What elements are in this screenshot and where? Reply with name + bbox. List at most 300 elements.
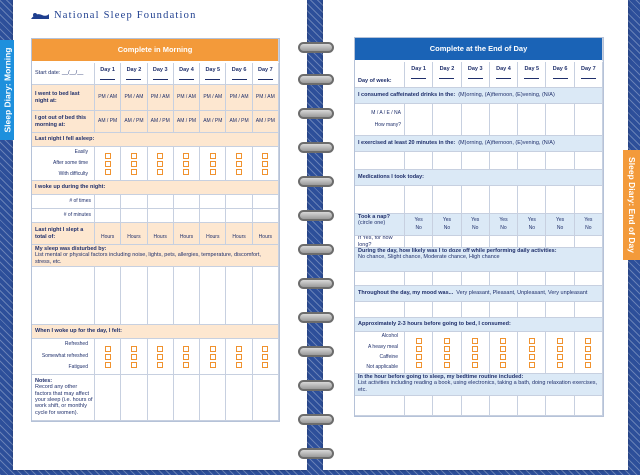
day-cell[interactable] — [405, 332, 433, 374]
day-cell[interactable] — [253, 195, 279, 209]
day-cell[interactable] — [575, 302, 603, 318]
day-cell[interactable] — [462, 396, 490, 416]
day-cell[interactable] — [462, 236, 490, 248]
day-cell[interactable] — [148, 63, 174, 85]
day-cell[interactable] — [462, 332, 490, 374]
day-cell[interactable] — [546, 396, 574, 416]
day-cell[interactable] — [95, 85, 121, 111]
checkbox[interactable] — [105, 346, 111, 352]
checkbox[interactable] — [183, 169, 189, 175]
checkbox[interactable] — [210, 161, 216, 167]
yes-option[interactable]: Yes — [414, 216, 423, 223]
checkbox[interactable] — [131, 161, 137, 167]
day-cell[interactable] — [226, 195, 252, 209]
checkbox[interactable] — [157, 153, 163, 159]
yes-option[interactable]: Yes — [555, 216, 565, 223]
felt-options — [32, 339, 95, 375]
day-cell[interactable] — [253, 209, 279, 223]
no-option[interactable]: No — [415, 224, 422, 231]
day-cell[interactable] — [433, 104, 461, 136]
checkbox[interactable] — [416, 362, 422, 368]
checkbox[interactable] — [131, 169, 137, 175]
day-cell[interactable] — [200, 147, 226, 181]
day-cell[interactable] — [174, 267, 200, 325]
checkbox[interactable] — [416, 354, 422, 360]
checkbox[interactable] — [529, 346, 535, 352]
option-label: After some time — [52, 159, 88, 166]
maen-label: M / A / E / NA — [371, 109, 401, 116]
day-blank[interactable] — [411, 78, 426, 79]
how-long-label: If Yes, for how long? — [355, 236, 405, 248]
day-cell[interactable] — [253, 63, 279, 85]
no-option[interactable]: No — [556, 224, 564, 231]
day-cell[interactable] — [575, 236, 603, 248]
day-cell[interactable] — [546, 214, 574, 236]
checkbox[interactable] — [210, 354, 216, 360]
day-label: Day 4 — [179, 67, 194, 73]
day-cell[interactable] — [226, 267, 252, 325]
yes-option[interactable]: Yes — [499, 216, 508, 223]
day-cell[interactable] — [462, 302, 490, 318]
checkbox[interactable] — [183, 153, 189, 159]
checkbox[interactable] — [210, 169, 216, 175]
day-cell[interactable] — [575, 186, 603, 214]
checkbox-group — [472, 338, 478, 368]
day-cell[interactable] — [518, 186, 546, 214]
checkbox[interactable] — [500, 346, 506, 352]
day-cell[interactable] — [253, 111, 279, 133]
day-cell[interactable] — [433, 214, 461, 236]
checkbox[interactable] — [557, 346, 563, 352]
evening-grid — [354, 37, 604, 417]
day-cell[interactable] — [490, 62, 518, 88]
day-cell[interactable] — [148, 195, 174, 209]
day-cell[interactable] — [490, 104, 518, 136]
day-cell[interactable] — [95, 63, 121, 85]
day-blank[interactable] — [100, 79, 115, 80]
checkbox[interactable] — [157, 362, 163, 368]
times-label: # of times — [32, 195, 95, 209]
am-pm-option[interactable]: AM / PM — [203, 117, 223, 124]
day-cell[interactable] — [518, 62, 546, 88]
day-cell[interactable] — [462, 104, 490, 136]
hours-label: Hours — [179, 234, 194, 241]
day-blank[interactable] — [126, 79, 141, 80]
day-cell[interactable] — [546, 332, 574, 374]
day-cell[interactable] — [575, 104, 603, 136]
checkbox[interactable] — [444, 346, 450, 352]
checkbox[interactable] — [183, 161, 189, 167]
checkbox[interactable] — [236, 354, 242, 360]
checkbox[interactable] — [472, 354, 478, 360]
day-cell[interactable] — [148, 111, 174, 133]
pm-am-option[interactable]: PM / AM — [150, 93, 170, 100]
option-label: Refreshed — [64, 340, 88, 347]
day-cell[interactable] — [405, 236, 433, 248]
checkbox[interactable] — [131, 362, 137, 368]
day-cell[interactable] — [148, 85, 174, 111]
checkbox[interactable] — [183, 354, 189, 360]
checkbox[interactable] — [157, 169, 163, 175]
checkbox[interactable] — [183, 346, 189, 352]
checkbox[interactable] — [585, 338, 591, 344]
checkbox[interactable] — [557, 362, 563, 368]
day-cell[interactable] — [174, 339, 200, 375]
no-option[interactable]: No — [585, 224, 592, 231]
checkbox[interactable] — [444, 354, 450, 360]
checkbox[interactable] — [236, 362, 242, 368]
checkbox[interactable] — [262, 169, 268, 175]
day-cell[interactable] — [95, 209, 121, 223]
checkbox[interactable] — [416, 346, 422, 352]
routine-spacer — [355, 396, 405, 416]
no-option[interactable]: No — [500, 224, 507, 231]
day-cell[interactable] — [405, 104, 433, 136]
checkbox[interactable] — [131, 354, 137, 360]
day-blank[interactable] — [232, 79, 247, 80]
day-cell[interactable] — [200, 267, 226, 325]
day-blank[interactable] — [153, 79, 168, 80]
am-pm-option[interactable]: AM / PM — [98, 117, 118, 124]
checkbox[interactable] — [585, 362, 591, 368]
pm-am-option[interactable]: PM / AM — [98, 93, 118, 100]
yes-option[interactable]: Yes — [527, 216, 536, 223]
checkbox[interactable] — [157, 354, 163, 360]
day-cell[interactable] — [226, 223, 252, 245]
nap-label: Took a nap? — [358, 214, 390, 220]
checkbox[interactable] — [262, 153, 268, 159]
day-cell[interactable] — [490, 152, 518, 170]
checkbox-group — [157, 346, 163, 368]
day-cell[interactable] — [546, 272, 574, 286]
day-cell[interactable] — [546, 186, 574, 214]
pm-am-option[interactable]: PM / AM — [124, 93, 144, 100]
day-cell[interactable] — [174, 375, 200, 421]
checkbox[interactable] — [500, 338, 506, 344]
checkbox[interactable] — [210, 362, 216, 368]
day-blank[interactable] — [553, 78, 568, 79]
day-cell[interactable] — [148, 223, 174, 245]
checkbox-group — [210, 346, 216, 368]
day-cell[interactable] — [253, 147, 279, 181]
day-cell[interactable] — [95, 375, 121, 421]
day-cell[interactable] — [121, 223, 147, 245]
checkbox[interactable] — [183, 362, 189, 368]
day-label: Day 3 — [152, 67, 168, 73]
checkbox[interactable] — [416, 338, 422, 344]
day-cell[interactable] — [174, 195, 200, 209]
pm-am-option[interactable]: PM / AM — [229, 93, 249, 100]
mood-header — [355, 286, 603, 302]
day-cell[interactable] — [226, 85, 252, 111]
checkbox-group — [416, 338, 422, 368]
day-cell[interactable] — [575, 214, 603, 236]
day-cell[interactable] — [462, 272, 490, 286]
day-cell[interactable] — [433, 236, 461, 248]
day-cell[interactable] — [405, 396, 433, 416]
day-cell[interactable] — [518, 396, 546, 416]
day-cell[interactable] — [174, 223, 200, 245]
day-cell[interactable] — [462, 62, 490, 88]
day-cell[interactable] — [405, 186, 433, 214]
binding-ring — [298, 108, 334, 119]
day-cell[interactable] — [95, 195, 121, 209]
checkbox[interactable] — [210, 346, 216, 352]
checkbox[interactable] — [262, 346, 268, 352]
checkbox[interactable] — [236, 169, 242, 175]
day-cell[interactable] — [121, 147, 147, 181]
day-cell[interactable] — [226, 147, 252, 181]
day-label: Day 6 — [231, 67, 247, 73]
checkbox[interactable] — [557, 354, 563, 360]
day-cell[interactable] — [200, 195, 226, 209]
day-cell[interactable] — [121, 209, 147, 223]
day-cell[interactable] — [148, 209, 174, 223]
day-cell[interactable] — [405, 152, 433, 170]
day-cell[interactable] — [121, 375, 147, 421]
day-cell[interactable] — [174, 63, 200, 85]
day-cell[interactable] — [174, 209, 200, 223]
day-blank[interactable] — [205, 79, 220, 80]
day-cell[interactable] — [546, 152, 574, 170]
no-option[interactable]: No — [528, 224, 535, 231]
day-cell[interactable] — [518, 302, 546, 318]
brand-name: National Sleep Foundation — [54, 10, 197, 21]
checkbox[interactable] — [262, 354, 268, 360]
day-cell[interactable] — [253, 267, 279, 325]
day-cell[interactable] — [575, 62, 603, 88]
day-cell[interactable] — [405, 214, 433, 236]
end-of-day-tab[interactable]: Sleep Diary: End of Day — [623, 150, 640, 260]
binding-ring — [298, 380, 334, 391]
day-cell[interactable] — [518, 104, 546, 136]
am-pm-option[interactable]: AM / PM — [124, 117, 144, 124]
checkbox[interactable] — [157, 161, 163, 167]
day-cell[interactable] — [174, 111, 200, 133]
day-cell[interactable] — [405, 272, 433, 286]
day-cell[interactable] — [518, 236, 546, 248]
am-pm-option[interactable]: AM / PM — [176, 117, 197, 124]
option-label: A heavy meal — [367, 343, 398, 350]
yes-option[interactable]: Yes — [471, 216, 480, 223]
day-cell[interactable] — [405, 302, 433, 318]
day-cell[interactable] — [575, 332, 603, 374]
day-cell[interactable] — [121, 111, 147, 133]
binding-ring — [298, 42, 334, 53]
mood-spacer — [355, 302, 405, 318]
checkbox[interactable] — [131, 153, 137, 159]
day-blank[interactable] — [496, 78, 511, 79]
day-cell[interactable] — [490, 272, 518, 286]
day-cell[interactable] — [575, 152, 603, 170]
doze-spacer — [355, 272, 405, 286]
caffeine-options: (M)orning, (A)fternoon, (E)vening, (N/A) — [458, 92, 555, 99]
pm-am-option[interactable]: PM / AM — [255, 93, 275, 100]
day-cell[interactable] — [226, 209, 252, 223]
checkbox-group — [529, 338, 535, 368]
day-cell[interactable] — [200, 111, 226, 133]
checkbox[interactable] — [529, 338, 535, 344]
day-cell[interactable] — [433, 302, 461, 318]
day-cell[interactable] — [433, 332, 461, 374]
routine-header — [355, 374, 603, 396]
day-cell[interactable] — [433, 152, 461, 170]
day-cell[interactable] — [490, 214, 518, 236]
day-cell[interactable] — [253, 223, 279, 245]
day-cell[interactable] — [253, 375, 279, 421]
day-cell[interactable] — [95, 267, 121, 325]
day-cell[interactable] — [95, 339, 121, 375]
day-cell[interactable] — [200, 209, 226, 223]
checkbox[interactable] — [500, 354, 506, 360]
binding-ring — [298, 244, 334, 255]
day-blank[interactable] — [468, 78, 483, 79]
day-cell[interactable] — [546, 302, 574, 318]
checkbox[interactable] — [131, 346, 137, 352]
day-cell[interactable] — [546, 236, 574, 248]
checkbox[interactable] — [529, 354, 535, 360]
checkbox-group — [105, 346, 111, 368]
checkbox[interactable] — [444, 338, 450, 344]
day-cell[interactable] — [405, 62, 433, 88]
day-cell[interactable] — [462, 152, 490, 170]
checkbox[interactable] — [472, 362, 478, 368]
day-cell[interactable] — [433, 186, 461, 214]
am-pm-option[interactable]: AM / PM — [150, 117, 170, 124]
day-cell[interactable] — [518, 214, 546, 236]
day-cell[interactable] — [200, 339, 226, 375]
no-option[interactable]: No — [472, 224, 479, 231]
checkbox[interactable] — [105, 161, 111, 167]
checkbox[interactable] — [236, 153, 242, 159]
checkbox[interactable] — [529, 362, 535, 368]
yes-option[interactable]: Yes — [584, 216, 593, 223]
day-cell[interactable] — [226, 111, 252, 133]
day-cell[interactable] — [121, 339, 147, 375]
day-label: Day 5 — [524, 66, 540, 72]
day-cell[interactable] — [200, 223, 226, 245]
day-cell[interactable] — [200, 63, 226, 85]
yes-option[interactable]: Yes — [442, 216, 451, 223]
mood-label: Throughout the day, my mood was... — [358, 290, 454, 297]
checkbox[interactable] — [262, 161, 268, 167]
day-cell[interactable] — [518, 272, 546, 286]
day-cell[interactable] — [121, 63, 147, 85]
day-cell[interactable] — [490, 302, 518, 318]
checkbox[interactable] — [262, 362, 268, 368]
checkbox[interactable] — [157, 346, 163, 352]
nap-cell — [355, 214, 405, 236]
checkbox[interactable] — [105, 169, 111, 175]
day-cell[interactable] — [200, 85, 226, 111]
consumed-options — [355, 332, 405, 374]
checkbox[interactable] — [210, 153, 216, 159]
checkbox[interactable] — [105, 354, 111, 360]
day-cell[interactable] — [200, 375, 226, 421]
day-cell[interactable] — [174, 147, 200, 181]
day-cell[interactable] — [518, 152, 546, 170]
day-cell[interactable] — [433, 62, 461, 88]
checkbox[interactable] — [105, 153, 111, 159]
day-blank[interactable] — [179, 79, 194, 80]
day-cell[interactable] — [490, 332, 518, 374]
checkbox[interactable] — [444, 362, 450, 368]
felt-label: When I woke up for the day, I felt: — [32, 325, 279, 339]
day-blank[interactable] — [524, 78, 539, 79]
day-cell[interactable] — [174, 85, 200, 111]
binding-ring — [298, 448, 334, 459]
checkbox[interactable] — [557, 338, 563, 344]
day-blank[interactable] — [258, 79, 273, 80]
day-cell[interactable] — [95, 111, 121, 133]
day-cell[interactable] — [226, 63, 252, 85]
day-cell[interactable] — [575, 272, 603, 286]
checkbox[interactable] — [236, 161, 242, 167]
day-cell[interactable] — [95, 147, 121, 181]
am-pm-option[interactable]: AM / PM — [229, 117, 249, 124]
checkbox[interactable] — [585, 354, 591, 360]
hours-label: Hours — [258, 234, 273, 241]
day-cell[interactable] — [518, 332, 546, 374]
day-label: Day 3 — [467, 66, 483, 72]
checkbox-group — [557, 338, 563, 368]
day-cell[interactable] — [433, 272, 461, 286]
day-cell[interactable] — [121, 267, 147, 325]
day-cell[interactable] — [226, 339, 252, 375]
day-cell[interactable] — [490, 186, 518, 214]
day-cell[interactable] — [148, 375, 174, 421]
day-cell[interactable] — [546, 62, 574, 88]
checkbox[interactable] — [472, 338, 478, 344]
day-cell[interactable] — [253, 339, 279, 375]
day-cell[interactable] — [226, 375, 252, 421]
checkbox[interactable] — [500, 362, 506, 368]
pm-am-option[interactable]: PM / AM — [203, 93, 223, 100]
day-cell[interactable] — [253, 85, 279, 111]
checkbox-group — [500, 338, 506, 368]
day-cell[interactable] — [95, 223, 121, 245]
day-cell[interactable] — [148, 147, 174, 181]
no-option[interactable]: No — [443, 224, 451, 231]
pm-am-option[interactable]: PM / AM — [177, 93, 196, 100]
day-cell[interactable] — [490, 236, 518, 248]
checkbox[interactable] — [585, 346, 591, 352]
morning-tab[interactable]: Sleep Diary: Morning — [0, 40, 14, 140]
binding-ring — [298, 74, 334, 85]
day-cell[interactable] — [433, 396, 461, 416]
day-cell[interactable] — [121, 85, 147, 111]
day-cell[interactable] — [575, 396, 603, 416]
day-cell[interactable] — [148, 339, 174, 375]
checkbox-group — [183, 346, 189, 368]
am-pm-option[interactable]: AM / PM — [255, 117, 275, 124]
day-cell[interactable] — [546, 104, 574, 136]
day-blank[interactable] — [581, 78, 596, 79]
option-label: With difficulty — [58, 170, 88, 177]
checkbox[interactable] — [236, 346, 242, 352]
checkbox[interactable] — [105, 362, 111, 368]
day-cell[interactable] — [490, 396, 518, 416]
day-blank[interactable] — [439, 78, 454, 79]
day-cell[interactable] — [148, 267, 174, 325]
binding-ring — [298, 278, 334, 289]
disturbed-desc: List mental or physical factors including noise, lights, pets, allergies, temperature, discomfort, stress, etc. — [35, 252, 261, 265]
day-cell[interactable] — [462, 186, 490, 214]
day-cell[interactable] — [121, 195, 147, 209]
checkbox-group — [262, 153, 268, 175]
checkbox[interactable] — [472, 346, 478, 352]
day-cell[interactable] — [462, 214, 490, 236]
